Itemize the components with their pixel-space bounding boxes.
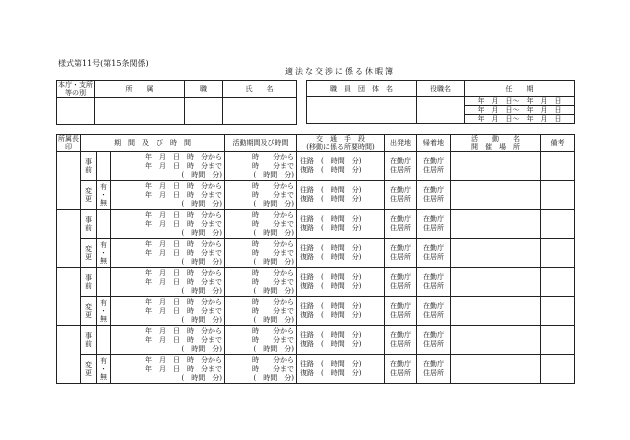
notes-cell[interactable] xyxy=(541,355,575,384)
employee-info-table xyxy=(56,80,297,125)
head-seal-cell[interactable] xyxy=(57,326,81,384)
transport-line[interactable]: 往路 ( 時間 分) xyxy=(300,273,362,281)
activity-time-line[interactable]: 時 分から xyxy=(252,326,294,335)
transport-line[interactable]: 復路 ( 時間 分) xyxy=(300,311,362,319)
departure-cell xyxy=(385,268,417,297)
return-cell xyxy=(417,181,451,210)
return-option[interactable]: 住居所 xyxy=(423,195,444,203)
post-field[interactable] xyxy=(185,98,223,125)
departure-option[interactable]: 在勤庁 xyxy=(390,302,411,310)
period-line[interactable]: 年 月 日 時 分から xyxy=(145,355,222,364)
activity-place-cell[interactable] xyxy=(451,268,541,297)
departure-option[interactable]: 住居所 xyxy=(390,195,411,203)
departure-option[interactable]: 在勤庁 xyxy=(390,157,411,165)
departure-option[interactable]: 在勤庁 xyxy=(390,331,411,339)
activity-time-line[interactable]: 時 分まで xyxy=(252,219,294,228)
change-label: 変更 xyxy=(81,181,97,210)
period-line[interactable]: 年 月 日 時 分まで xyxy=(145,335,222,344)
activity-time-line[interactable]: ( 時間 分) xyxy=(253,315,294,324)
table-row xyxy=(57,355,575,384)
departure-header: 出発地 xyxy=(385,135,417,152)
transport-line[interactable]: 往路 ( 時間 分) xyxy=(300,302,362,310)
return-option[interactable]: 在勤庁 xyxy=(423,157,444,165)
activity-time-line[interactable]: 時 分まで xyxy=(252,306,294,315)
org-name-field[interactable] xyxy=(307,97,417,124)
period-line[interactable]: ( 時間 分) xyxy=(181,170,222,179)
transport-cell xyxy=(297,152,385,181)
departure-option[interactable]: 住居所 xyxy=(390,282,411,290)
empty-cell xyxy=(97,326,111,355)
return-option[interactable]: 在勤庁 xyxy=(423,186,444,194)
return-option[interactable]: 住居所 xyxy=(423,340,444,348)
term-row[interactable]: 年 月 日～ 年 月 日 xyxy=(465,115,575,124)
affiliation-header: 所 属 xyxy=(95,81,185,98)
activity-time-line[interactable]: 時 分まで xyxy=(252,364,294,373)
activity-name-label: 活 動 名 xyxy=(471,135,520,143)
departure-option[interactable]: 在勤庁 xyxy=(390,273,411,281)
activity-time-line[interactable]: ( 時間 分) xyxy=(253,228,294,237)
activity-time-line[interactable]: ( 時間 分) xyxy=(253,257,294,266)
activity-time-line[interactable]: 時 分から xyxy=(252,152,294,161)
return-cell xyxy=(417,210,451,239)
activity-time-cell xyxy=(225,152,297,181)
period-cell xyxy=(111,297,225,326)
empty-cell xyxy=(97,210,111,239)
activity-time-cell xyxy=(225,239,297,268)
org-name-header: 職 員 団 体 名 xyxy=(307,81,417,97)
departure-option[interactable]: 在勤庁 xyxy=(390,244,411,252)
table-row xyxy=(57,268,575,297)
transport-line[interactable]: 復路 ( 時間 分) xyxy=(300,195,362,203)
departure-option[interactable]: 在勤庁 xyxy=(390,360,411,368)
notes-cell[interactable] xyxy=(541,152,575,181)
table-row xyxy=(57,210,575,239)
no-option[interactable]: 無 xyxy=(100,199,107,207)
departure-cell xyxy=(385,355,417,384)
table-row xyxy=(57,239,575,268)
dot-separator: ・ xyxy=(100,191,107,199)
no-option[interactable]: 無 xyxy=(100,257,107,265)
period-line[interactable]: ( 時間 分) xyxy=(181,257,222,266)
notes-cell[interactable] xyxy=(541,297,575,326)
transport-line[interactable]: 復路 ( 時間 分) xyxy=(300,369,362,377)
name-header: 氏 名 xyxy=(223,81,297,98)
activity-time-line[interactable]: 時 分から xyxy=(252,239,294,248)
change-label: 変更 xyxy=(81,239,97,268)
activity-place-cell[interactable] xyxy=(451,152,541,181)
period-line[interactable]: ( 時間 分) xyxy=(181,228,222,237)
yes-option[interactable]: 有 xyxy=(100,241,107,249)
activity-time-line[interactable]: ( 時間 分) xyxy=(253,344,294,353)
term-row[interactable]: 年 月 日～ 年 月 日 xyxy=(465,106,575,115)
period-line[interactable]: 年 月 日 時 分から xyxy=(145,152,222,161)
departure-option[interactable]: 住居所 xyxy=(390,369,411,377)
transport-cell xyxy=(297,355,385,384)
departure-option[interactable]: 住居所 xyxy=(390,340,411,348)
return-header: 帰着地 xyxy=(417,135,451,152)
return-option[interactable]: 住居所 xyxy=(423,311,444,319)
departure-option[interactable]: 在勤庁 xyxy=(390,186,411,194)
page-title: 適法な交渉に係る休暇簿 xyxy=(285,67,395,76)
period-time-header: 期 間 及 び 時 間 xyxy=(81,135,225,152)
return-cell xyxy=(417,239,451,268)
prior-label: 事前 xyxy=(81,326,97,355)
activity-period-header: 活動期間及び時間 xyxy=(225,135,297,152)
activity-time-cell xyxy=(225,355,297,384)
change-label: 変更 xyxy=(81,355,97,384)
transport-line[interactable]: 往路 ( 時間 分) xyxy=(300,331,362,339)
period-line[interactable]: 年 月 日 時 分まで xyxy=(145,306,222,315)
period-line[interactable]: 年 月 日 時 分まで xyxy=(145,364,222,373)
leave-record-table xyxy=(56,134,575,384)
period-line[interactable]: ( 時間 分) xyxy=(181,373,222,382)
yes-option[interactable]: 有 xyxy=(100,357,107,365)
head-seal-cell[interactable] xyxy=(57,152,81,210)
activity-time-line[interactable]: 時 分まで xyxy=(252,190,294,199)
return-option[interactable]: 住居所 xyxy=(423,369,444,377)
yes-no-toggle[interactable] xyxy=(97,297,111,326)
transport-line[interactable]: 往路 ( 時間 分) xyxy=(300,360,362,368)
return-option[interactable]: 住居所 xyxy=(423,253,444,261)
transport-cell xyxy=(297,268,385,297)
transport-line[interactable]: 往路 ( 時間 分) xyxy=(300,215,362,223)
period-line[interactable]: 年 月 日 時 分から xyxy=(145,297,222,306)
position-header: 役職名 xyxy=(417,81,465,97)
yes-option[interactable]: 有 xyxy=(100,299,107,307)
transport-subtitle: (移動に係る所要時間) xyxy=(306,143,375,151)
period-line[interactable]: 年 月 日 時 分まで xyxy=(145,248,222,257)
period-line[interactable]: 年 月 日 時 分まで xyxy=(145,161,222,170)
activity-time-cell xyxy=(225,181,297,210)
activity-time-line[interactable]: 時 分から xyxy=(252,297,294,306)
activity-time-line[interactable]: 時 分まで xyxy=(252,335,294,344)
period-line[interactable]: 年 月 日 時 分から xyxy=(145,239,222,248)
notes-cell[interactable] xyxy=(541,181,575,210)
yes-no-toggle[interactable] xyxy=(97,181,111,210)
transport-line[interactable]: 往路 ( 時間 分) xyxy=(300,186,362,194)
union-info-table xyxy=(306,80,575,124)
return-option[interactable]: 在勤庁 xyxy=(423,244,444,252)
departure-option[interactable]: 住居所 xyxy=(390,311,411,319)
return-option[interactable]: 在勤庁 xyxy=(423,331,444,339)
departure-option[interactable]: 住居所 xyxy=(390,253,411,261)
form-number: 様式第11号(第15条関係) xyxy=(58,59,149,68)
return-cell xyxy=(417,326,451,355)
notes-cell[interactable] xyxy=(541,326,575,355)
table-row xyxy=(57,326,575,355)
activity-time-line[interactable]: 時 分から xyxy=(252,181,294,190)
activity-time-line[interactable]: ( 時間 分) xyxy=(253,373,294,382)
activity-place-cell[interactable] xyxy=(451,181,541,210)
departure-cell xyxy=(385,297,417,326)
activity-place-cell[interactable] xyxy=(451,239,541,268)
table-row xyxy=(57,152,575,181)
venue-label: 開 催 場 所 xyxy=(471,143,520,151)
dot-separator: ・ xyxy=(100,249,107,257)
no-option[interactable]: 無 xyxy=(100,315,107,323)
transport-line[interactable]: 往路 ( 時間 分) xyxy=(300,244,362,252)
return-option[interactable]: 在勤庁 xyxy=(423,360,444,368)
period-line[interactable]: 年 月 日 時 分まで xyxy=(145,219,222,228)
activity-time-line[interactable]: 時 分まで xyxy=(252,277,294,286)
return-option[interactable]: 住居所 xyxy=(423,224,444,232)
table-row xyxy=(57,297,575,326)
activity-time-line[interactable]: 時 分から xyxy=(252,355,294,364)
prior-label: 事前 xyxy=(81,210,97,239)
transport-cell xyxy=(297,326,385,355)
dot-separator: ・ xyxy=(100,307,107,315)
head-seal-cell[interactable] xyxy=(57,210,81,268)
period-cell xyxy=(111,181,225,210)
period-cell xyxy=(111,326,225,355)
activity-time-line[interactable]: 時 分まで xyxy=(252,161,294,170)
notes-cell[interactable] xyxy=(541,239,575,268)
departure-cell xyxy=(385,239,417,268)
name-field[interactable] xyxy=(223,98,297,125)
return-option[interactable]: 在勤庁 xyxy=(423,215,444,223)
dept-type-field[interactable] xyxy=(57,98,95,125)
activity-time-line[interactable]: ( 時間 分) xyxy=(253,199,294,208)
dept-type-header: 本庁・支所等の別 xyxy=(58,81,93,97)
yes-option[interactable]: 有 xyxy=(100,183,107,191)
head-seal-header: 所属長印 xyxy=(58,135,79,151)
activity-time-line[interactable]: ( 時間 分) xyxy=(253,170,294,179)
transport-cell xyxy=(297,210,385,239)
departure-cell xyxy=(385,181,417,210)
activity-place-cell[interactable] xyxy=(451,297,541,326)
dot-separator: ・ xyxy=(100,365,107,373)
departure-option[interactable]: 住居所 xyxy=(390,224,411,232)
departure-option[interactable]: 住居所 xyxy=(390,166,411,174)
return-cell xyxy=(417,268,451,297)
transport-line[interactable]: 復路 ( 時間 分) xyxy=(300,253,362,261)
position-field[interactable] xyxy=(417,97,465,124)
activity-place-cell[interactable] xyxy=(451,326,541,355)
term-header: 任 期 xyxy=(465,81,575,97)
affiliation-field[interactable] xyxy=(95,98,185,125)
period-line[interactable]: 年 月 日 時 分から xyxy=(145,210,222,219)
activity-time-line[interactable]: 時 分から xyxy=(252,268,294,277)
transport-line[interactable]: 復路 ( 時間 分) xyxy=(300,166,362,174)
period-line[interactable]: 年 月 日 時 分まで xyxy=(145,190,222,199)
transport-line[interactable]: 復路 ( 時間 分) xyxy=(300,340,362,348)
transport-cell xyxy=(297,181,385,210)
transport-cell xyxy=(297,297,385,326)
period-line[interactable]: 年 月 日 時 分から xyxy=(145,326,222,335)
transport-title: 交 通 手 段 xyxy=(316,135,365,143)
activity-time-cell xyxy=(225,297,297,326)
empty-cell xyxy=(97,268,111,297)
period-cell xyxy=(111,355,225,384)
post-header: 職 xyxy=(185,81,223,98)
departure-cell xyxy=(385,210,417,239)
period-cell xyxy=(111,239,225,268)
term-row[interactable]: 年 月 日～ 年 月 日 xyxy=(465,97,575,106)
period-line[interactable]: ( 時間 分) xyxy=(181,344,222,353)
prior-label: 事前 xyxy=(81,268,97,297)
period-line[interactable]: 年 月 日 時 分まで xyxy=(145,277,222,286)
transport-line[interactable]: 往路 ( 時間 分) xyxy=(300,157,362,165)
period-cell xyxy=(111,210,225,239)
return-cell xyxy=(417,297,451,326)
yes-no-toggle[interactable] xyxy=(97,239,111,268)
activity-place-cell[interactable] xyxy=(451,210,541,239)
transport-line[interactable]: 復路 ( 時間 分) xyxy=(300,282,362,290)
transport-header xyxy=(297,135,385,152)
return-option[interactable]: 住居所 xyxy=(423,282,444,290)
departure-cell xyxy=(385,152,417,181)
return-cell xyxy=(417,355,451,384)
return-option[interactable]: 在勤庁 xyxy=(423,302,444,310)
no-option[interactable]: 無 xyxy=(100,373,107,381)
period-cell xyxy=(111,152,225,181)
period-line[interactable]: ( 時間 分) xyxy=(181,199,222,208)
head-seal-cell[interactable] xyxy=(57,268,81,326)
activity-place-cell[interactable] xyxy=(451,355,541,384)
transport-line[interactable]: 復路 ( 時間 分) xyxy=(300,224,362,232)
period-line[interactable]: ( 時間 分) xyxy=(181,286,222,295)
activity-place-header xyxy=(451,135,541,152)
period-cell xyxy=(111,268,225,297)
activity-time-cell xyxy=(225,326,297,355)
return-option[interactable]: 住居所 xyxy=(423,166,444,174)
notes-header: 備考 xyxy=(541,135,575,152)
period-line[interactable]: 年 月 日 時 分から xyxy=(145,268,222,277)
return-option[interactable]: 在勤庁 xyxy=(423,273,444,281)
table-row xyxy=(57,181,575,210)
yes-no-toggle[interactable] xyxy=(97,355,111,384)
departure-option[interactable]: 在勤庁 xyxy=(390,215,411,223)
period-line[interactable]: 年 月 日 時 分から xyxy=(145,181,222,190)
prior-label: 事前 xyxy=(81,152,97,181)
activity-time-cell xyxy=(225,210,297,239)
activity-time-cell xyxy=(225,268,297,297)
change-label: 変更 xyxy=(81,297,97,326)
period-line[interactable]: ( 時間 分) xyxy=(181,315,222,324)
activity-time-line[interactable]: 時 分から xyxy=(252,210,294,219)
departure-cell xyxy=(385,326,417,355)
activity-time-line[interactable]: ( 時間 分) xyxy=(253,286,294,295)
notes-cell[interactable] xyxy=(541,268,575,297)
notes-cell[interactable] xyxy=(541,210,575,239)
empty-cell xyxy=(97,152,111,181)
transport-cell xyxy=(297,239,385,268)
return-cell xyxy=(417,152,451,181)
activity-time-line[interactable]: 時 分まで xyxy=(252,248,294,257)
